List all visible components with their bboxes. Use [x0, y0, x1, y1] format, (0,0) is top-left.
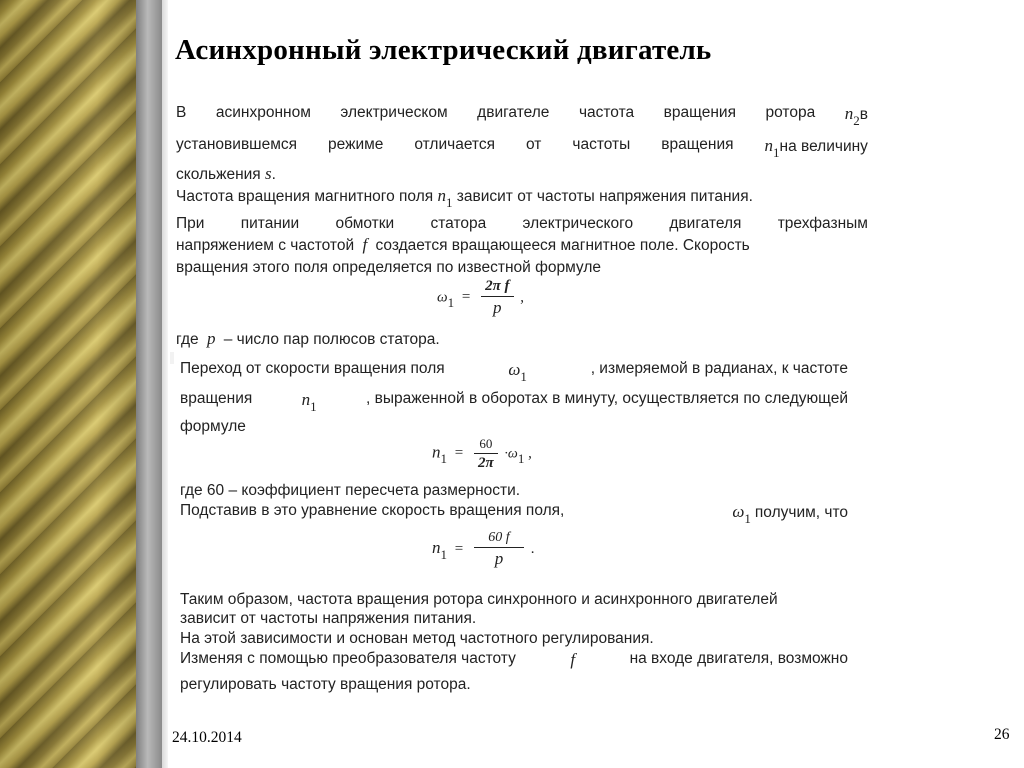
word: асинхронном [215, 104, 311, 121]
paragraph-9: На этой зависимости и основан метод частотного регулирования. [180, 630, 654, 647]
paragraph-8-line-1: Таким образом, частота вращения ротора синхронного и асинхронного двигателей [180, 591, 778, 608]
paragraph-1-line-1 [176, 104, 868, 128]
formula-n1-60-over-2pi: n1 = $\frac{60}{2\pi}$ ·ω1 , [432, 436, 532, 471]
formula-omega: ω1 = $\frac{\text{2π f}}{p}$ , [437, 278, 524, 317]
paragraph-1-line-3: скольжения s. [176, 164, 276, 183]
word: ротора [765, 104, 816, 121]
word: частота [578, 104, 635, 121]
word: В [176, 104, 187, 121]
slide-title: Асинхронный электрический двигатель [175, 34, 712, 66]
paragraph-2: Частота вращения магнитного поля $n_1$ зависит от частоты напряжения питания. [176, 186, 753, 210]
word: вращения [663, 104, 736, 121]
separator [170, 352, 174, 364]
variable-n1: n1на величину [764, 136, 868, 160]
paragraph-1-line-2: установившемся режиме отличается от частоты вращения n1на величину [176, 136, 868, 160]
slide-date: 24.10.2014 [172, 729, 242, 746]
variable-n2: n2в [844, 104, 868, 128]
paragraph-7: Подставив в это уравнение скорость вращения поля, $\omega_1$ получим, что [180, 502, 848, 526]
decorative-gray-bar [136, 0, 162, 768]
decorative-light-bar [162, 0, 168, 768]
paragraph-3-line-1: При питании обмотки статора электрического двигателя трехфазным [176, 215, 868, 232]
fraction-2pi-f-over-p: $\frac{\text{2π f}}{p}$ [481, 278, 513, 318]
slide-page-number: 26 [994, 726, 1010, 743]
paragraph-5-line-2: вращения $n_1$ , выраженной в оборотах в минуту, осуществляется по следующей [180, 390, 848, 414]
paragraph-10-line-2: регулировать частоту вращения ротора. [180, 676, 471, 693]
paragraph-6: где 60 – коэффициент пересчета размерности. [180, 482, 521, 499]
paragraph-5-line-3: формуле [180, 418, 246, 435]
variable-s: s [265, 164, 272, 183]
text-block-2 [180, 356, 848, 696]
fraction-60-over-2pi: $\frac{60}{2\pi}$ [474, 436, 498, 472]
paragraph-10-line-1: Изменяя с помощью преобразователя частоту f на входе двигателя, возможно [180, 650, 848, 669]
paragraph-3-line-3: вращения этого поля определяется по известной формуле [176, 259, 602, 276]
formula-n1-60f-over-p: n1 = $\frac{60 f}{p}$ . [432, 530, 535, 568]
paragraph-5-line-1: Переход от скорости вращения поля $\omega_1$ , измеряемой в радианах, к частоте [180, 360, 848, 384]
paragraph-8-line-2: зависит от частоты напряжения питания. [180, 610, 477, 627]
paragraph-3-line-2: напряжением с частотой f создается вращающееся магнитное поле. Скорость [176, 235, 750, 254]
word: двигателе [477, 104, 550, 121]
word: электрическом [340, 104, 448, 121]
fraction-60f-over-p: $\frac{60 f}{p}$ [474, 530, 524, 569]
paragraph-4: где p – число пар полюсов статора. [176, 329, 440, 348]
